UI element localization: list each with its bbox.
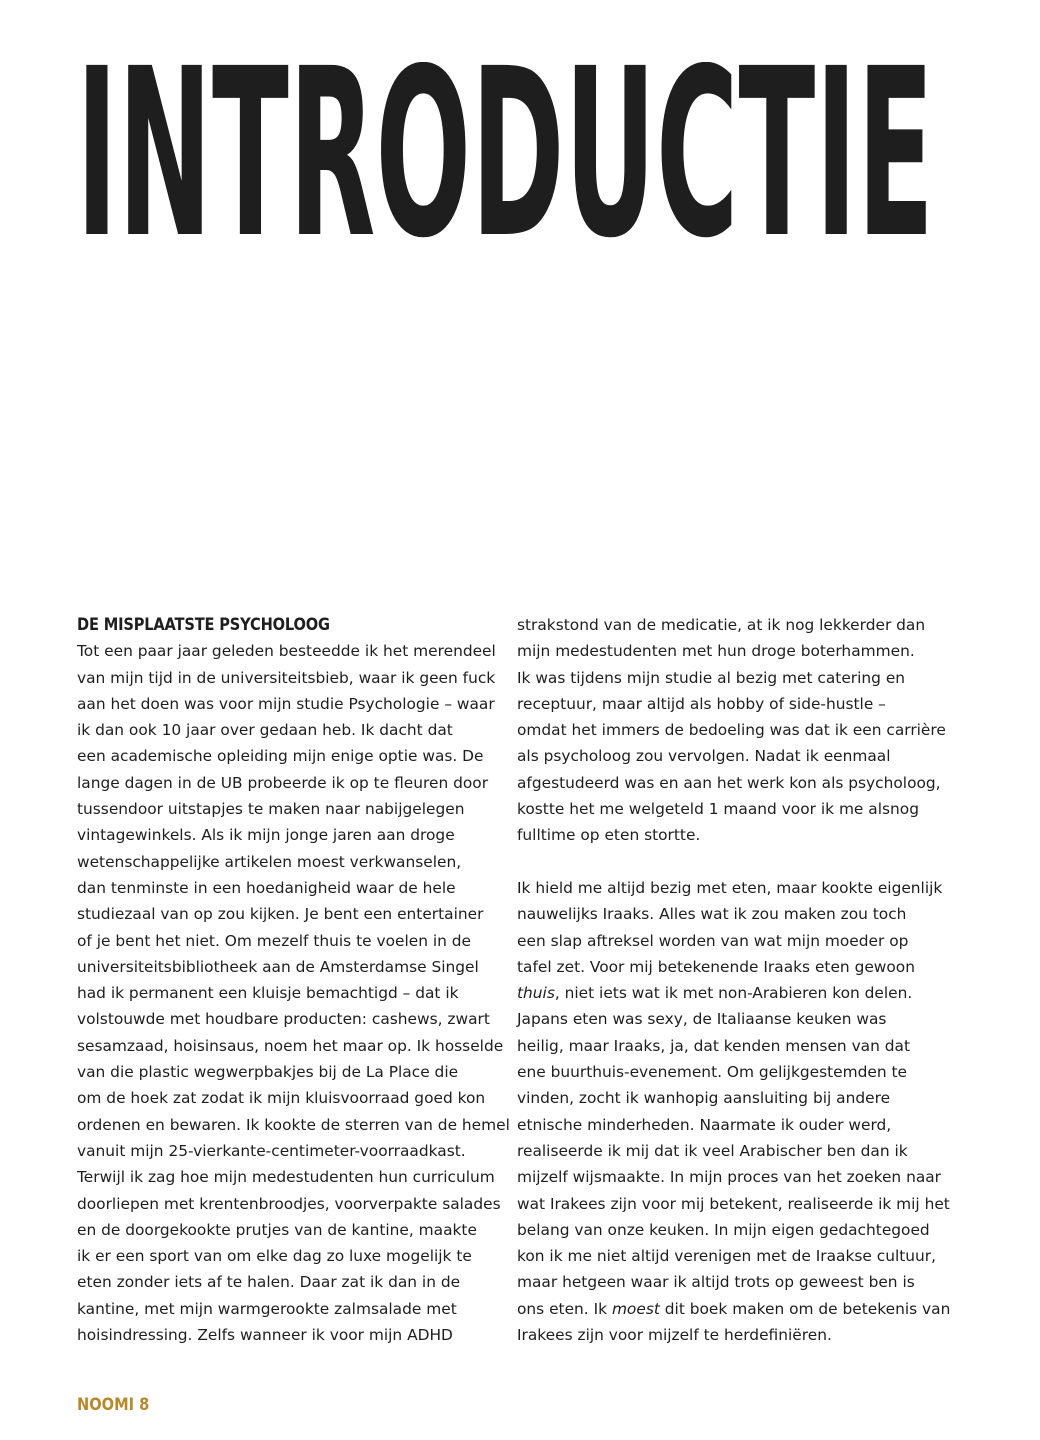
text-line: van die plastic wegwerpbakjes bij de La Place die [77, 1063, 459, 1082]
text-line: Irakees zijn voor mijzelf te herdefiniëren. [517, 1326, 832, 1345]
text-line [517, 980, 957, 1006]
text-line: strakstond van de medicatie, at ik nog lekkerder dan [517, 616, 926, 634]
text-line: tafel zet. Voor mij betekenende Iraaks eten gewoon [517, 957, 915, 976]
text-line: of je bent het niet. Om mezelf thuis te voelen in de [77, 931, 472, 950]
text-line: doorliepen met krentenbroodjes, voorverpakte salades [77, 1194, 501, 1213]
right-column-paragraph-2 [517, 875, 957, 1348]
text-line: realiseerde ik mij dat ik veel Arabischer ben dan ik [517, 1141, 908, 1160]
text-line: wat Irakees zijn voor mij betekent, realiseerde ik mij het [517, 1194, 950, 1213]
text-line: eten zonder iets af te halen. Daar zat ik dan in de [77, 1273, 461, 1292]
left-column-body [77, 638, 517, 1348]
text-line: volstouwde met houdbare producten: cashews, zwart [77, 1010, 490, 1029]
text-line: mijn medestudenten met hun droge boterhammen. [517, 642, 915, 661]
text-line: had ik permanent een kluisje bemachtigd – dat ik [77, 984, 459, 1003]
text-line: ene buurthuis-evenement. Om gelijkgestemden te [517, 1063, 908, 1082]
text-line: heilig, maar Iraaks, ja, dat kenden mensen van dat [517, 1036, 910, 1055]
text-line: vintagewinkels. Als ik mijn jonge jaren aan droge [77, 826, 455, 845]
text-line: Ik hield me altijd bezig met eten, maar kookte eigenlijk [517, 878, 943, 897]
text-line: vinden, zocht ik wanhopig aansluiting bij andere [517, 1089, 891, 1108]
text-line: vanuit mijn 25-vierkante-centimeter-voorraadkast. [77, 1141, 466, 1160]
text-line: dan tenminste in een hoedanigheid waar de hele [77, 878, 456, 897]
text-line: Ik was tijdens mijn studie al bezig met catering en [517, 668, 906, 687]
emphasis: moest [611, 1299, 660, 1318]
text-line: afgestudeerd was en aan het werk kon als psycholoog, [517, 773, 941, 792]
text-line: belang van onze keuken. In mijn eigen gedachtegoed [517, 1220, 930, 1239]
text-line: aan het doen was voor mijn studie Psychologie – waar [77, 694, 495, 713]
text-fragment: , niet iets wat ik met non-Arabieren kon delen. [554, 984, 913, 1003]
text-line: om de hoek zat zodat ik mijn kluisvoorraad goed kon [77, 1089, 486, 1108]
text-line: kantine, met mijn warmgerookte zalmsalade met [77, 1299, 457, 1318]
paragraph-gap [517, 849, 957, 875]
left-column [77, 612, 517, 1348]
text-line: lange dagen in de UB probeerde ik op te fleuren door [77, 773, 489, 792]
text-line: fulltime op eten stortte. [517, 826, 701, 845]
text-fragment: ons eten. Ik [517, 1299, 612, 1318]
text-line: tussendoor uitstapjes te maken naar nabijgelegen [77, 800, 465, 819]
page-title-graphic [76, 62, 976, 252]
text-line: kostte het me welgeteld 1 maand voor ik me alsnog [517, 800, 919, 819]
text-line: ik dan ook 10 jaar over gedaan heb. Ik dacht dat [77, 721, 453, 740]
text-line: nauwelijks Iraaks. Alles wat ik zou maken zou toch [517, 905, 907, 924]
text-line: en de doorgekookte prutjes van de kantine, maakte [77, 1220, 477, 1239]
emphasis: thuis [517, 984, 555, 1003]
text-line: kon ik me niet altijd verenigen met de Iraakse cultuur, [517, 1247, 936, 1266]
text-line: wetenschappelijke artikelen moest verkwanselen, [77, 852, 462, 871]
text-line: maar hetgeen waar ik altijd trots op geweest ben is [517, 1273, 915, 1292]
right-column-paragraph-1 [517, 612, 957, 849]
page-footer: NOOMI 8 [77, 1395, 150, 1415]
page-title [76, 62, 976, 252]
text-line: omdat het immers de bedoeling was dat ik een carrière [517, 721, 946, 740]
text-line: receptuur, maar altijd als hobby of side-hustle – [517, 694, 886, 713]
text-line: studiezaal van op zou kijken. Je bent een entertainer [77, 905, 484, 924]
text-line: Tot een paar jaar geleden besteedde ik het merendeel [77, 642, 496, 661]
text-line: universiteitsbibliotheek aan de Amsterdamse Singel [77, 957, 479, 976]
text-line: Terwijl ik zag hoe mijn medestudenten hun curriculum [77, 1168, 495, 1187]
text-line: ik er een sport van om elke dag zo luxe mogelijk te [77, 1247, 472, 1266]
text-line: hoisindressing. Zelfs wanneer ik voor mijn ADHD [77, 1326, 453, 1345]
text-line: een slap aftreksel worden van wat mijn moeder op [517, 931, 909, 950]
text-line: Japans eten was sexy, de Italiaanse keuken was [517, 1010, 887, 1029]
text-line: mijzelf wijsmaakte. In mijn proces van het zoeken naar [517, 1168, 942, 1187]
section-heading: DE MISPLAATSTE PSYCHOLOOG [77, 615, 330, 635]
right-column [517, 612, 957, 1348]
text-line: van mijn tijd in de universiteitsbieb, waar ik geen fuck [77, 668, 496, 687]
text-line: ordenen en bewaren. Ik kookte de sterren van de hemel [77, 1115, 510, 1134]
text-fragment: dit boek maken om de betekenis van [659, 1299, 951, 1318]
text-line: als psycholoog zou vervolgen. Nadat ik eenmaal [517, 747, 891, 766]
page-title-text: INTRODUCTIE [76, 62, 934, 252]
text-line: etnische minderheden. Naarmate ik ouder werd, [517, 1115, 892, 1134]
text-line: een academische opleiding mijn enige optie was. De [77, 747, 484, 766]
text-line: sesamzaad, hoisinsaus, noem het maar op. Ik hosselde [77, 1036, 504, 1055]
text-line [517, 1296, 957, 1322]
